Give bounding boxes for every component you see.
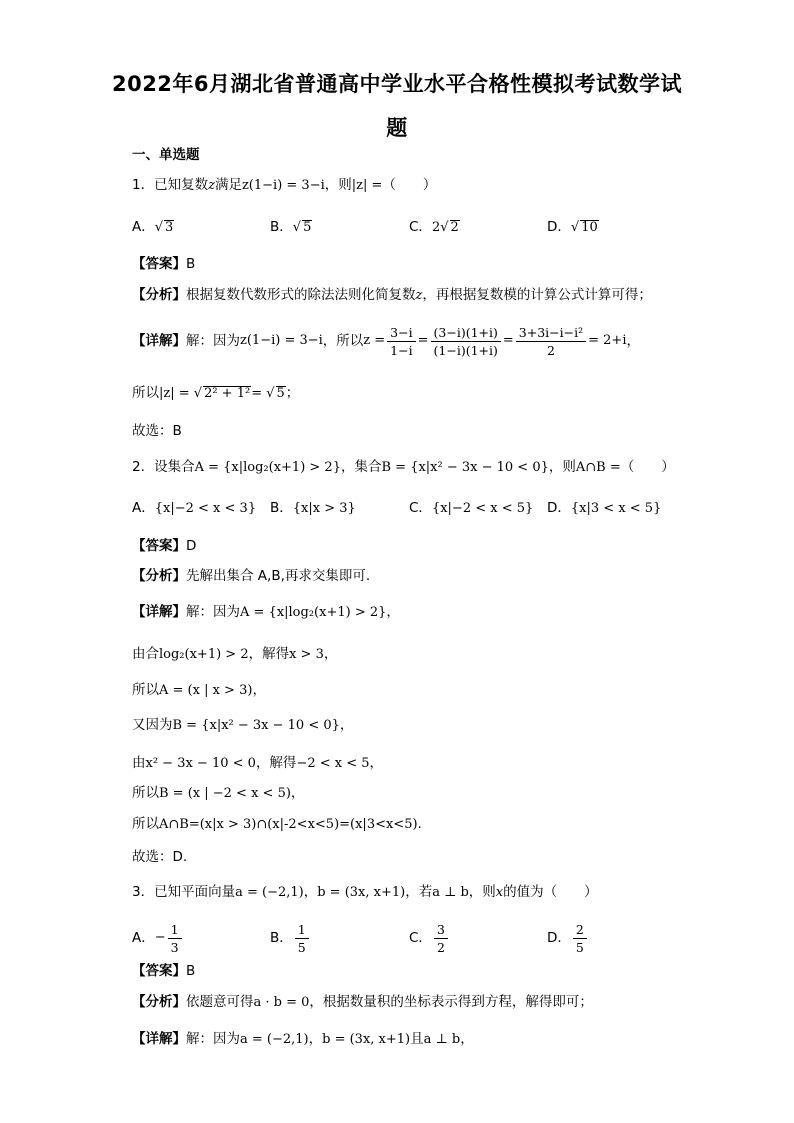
punctuation: ， [339,717,354,733]
step-text: 所以 [132,816,159,832]
detail-text: 解：因为 [186,1031,240,1047]
punctuation: ， [308,1031,323,1047]
option-sign: − [154,930,166,945]
q2-stem [132,458,675,477]
equals-sign: = [502,333,514,348]
q3-var: x [495,885,504,900]
step-math: A∩B=(x|x > 3)∩(x|-2<x<5)=(x|3<x<5) [159,817,418,832]
q3-stem-text3: ，则 [468,884,496,900]
punctuation: ， [626,333,640,349]
punctuation: ， [460,1031,474,1047]
q1-option-c [409,218,460,237]
answer-tag: 【答案】 [132,963,186,979]
fraction-denominator: 3 [170,939,179,955]
detail-text2: ，所以 [322,333,364,349]
option-label: A． [132,219,155,235]
step-text: 所以 [132,785,159,801]
option-fraction [573,922,587,955]
option-label: A． [132,500,155,516]
detail-vector-b: b = (3x, x+1) [322,1032,411,1047]
q2-stem-paren: （ ） [620,459,675,475]
fraction-denominator: 5 [575,939,584,955]
q3-answer [132,962,195,980]
q1-option-b [270,218,312,237]
q2-answer [132,537,196,555]
step-math: B = (x | −2 < x < 5) [159,786,291,801]
detail-tag: 【详解】 [132,333,186,349]
answer-tag: 【答案】 [132,256,186,272]
modulus-text: 所以 [132,385,159,401]
punctuation: ， [252,682,266,698]
q2-step-5 [132,784,304,803]
q1-stem-paren: （ ） [382,177,437,193]
q3-perpendicular: a ⊥ b [432,885,469,900]
sqrt-icon: √ [570,220,580,235]
q2-option-d [547,499,661,518]
q3-option-c [409,920,450,956]
answer-tag: 【答案】 [132,538,186,554]
q1-stem-equation: z(1−i) = 3−i [241,178,325,193]
fraction-numerator: (3−i)(1+i) [431,325,501,342]
option-label: B． [270,930,293,946]
fraction-numerator: 2 [573,922,587,939]
option-value: 3 [165,220,174,235]
q1-stem-var: z [208,178,215,193]
fraction-numerator: 1 [295,922,309,939]
option-label: C． [409,930,432,946]
detail-text: 解：因为 [186,333,240,349]
detail-result: = 2+i [588,333,627,348]
q2-set-b: B = {x|x² − 3x − 10 < 0} [381,460,549,475]
q2-option-c [409,499,533,518]
option-coef: 2 [431,220,441,235]
q2-stem-text: 2．设集合 [132,459,195,475]
step-text: 由合 [132,646,159,662]
q3-stem [132,883,598,902]
q2-option-b [270,499,356,518]
step-math: log₂(x+1) > 2 [159,647,249,662]
punctuation: . [417,816,422,832]
option-value: {x|3 < x < 5} [570,501,662,516]
option-label: D． [547,219,571,235]
q1-answer [132,255,195,273]
q2-step-2 [132,681,266,700]
step-text2: ，解得 [255,755,297,771]
q3-detail [132,1030,474,1049]
fraction-denominator: 2 [436,939,445,955]
q2-intersection: A∩B = [575,460,621,475]
q3-option-a [132,920,184,956]
punctuation: ， [290,785,305,801]
q2-detail [132,603,400,622]
analysis-tag: 【分析】 [132,287,186,303]
sqrt-icon: √ [292,220,302,235]
option-label: B． [270,219,293,235]
step-math: A = (x | x > 3) [159,683,253,698]
option-label: B． [270,500,293,516]
q1-choose: 故选：B [132,423,182,439]
sqrt-icon: √ [262,386,275,401]
modulus-abs: |z| = [159,386,190,401]
q2-step-1 [132,645,337,664]
analysis-tag: 【分析】 [132,994,186,1010]
q2-step-4 [132,754,383,773]
fraction-2 [431,325,501,358]
option-value: 10 [581,220,598,235]
q1-stem-text3: ，则 [324,177,352,193]
step-text2: ，解得 [248,646,290,662]
fraction-numerator: 3−i [387,325,415,342]
analysis-text2: ，根据数量积的坐标表示得到方程，解得即可； [309,994,593,1010]
detail-set: A = {x|log₂(x+1) > 2} [240,605,387,620]
modulus-radicand: 2² + 1² [204,386,251,401]
detail-equation: z(1−i) = 3−i [240,333,323,348]
equals-sign: = [251,386,263,401]
analysis-tag: 【分析】 [132,568,186,584]
q1-option-a [132,218,174,237]
answer-value: D [186,538,197,554]
sqrt-icon: √ [440,220,449,235]
q1-stem-text2: 满足 [214,177,242,193]
analysis-var: z [415,288,423,303]
punctuation: ， [323,646,338,662]
option-label: D． [547,500,571,516]
analysis-text: 先解出集合 A,B,再求交集即可. [186,568,371,584]
q3-stem-text2: ，若 [405,884,433,900]
q1-stem-text: 1．已知复数 [132,177,209,193]
punctuation: ； [285,385,300,401]
option-fraction [168,922,182,955]
q2-stem-text2: ，集合 [340,459,382,475]
q2-step-3 [132,716,353,735]
detail-z: z = [363,333,386,348]
sqrt-icon: √ [154,220,164,235]
option-value: {x|x > 3} [292,501,356,516]
punctuation: ， [303,884,318,900]
answer-value: B [186,256,196,272]
option-value: 5 [303,220,312,235]
answer-value: B [186,963,196,979]
q3-analysis [132,993,593,1012]
option-value: {x|−2 < x < 5} [431,501,534,516]
punctuation: ， [369,755,384,771]
doc-title-line1: 2022年6月湖北省普通高中学业水平合格性模拟考试数学试 [111,72,683,96]
detail-perpendicular: a ⊥ b [423,1032,461,1047]
q3-stem-text: 3．已知平面向量 [132,884,236,900]
fraction-denominator: (1−i)(1+i) [433,342,498,358]
step-result: −2 < x < 5 [296,756,370,771]
step-math: B = {x|x² − 3x − 10 < 0} [172,718,340,733]
detail-tag: 【详解】 [132,604,186,620]
punctuation: ， [386,604,400,620]
fraction-denominator: 2 [546,342,555,358]
option-label: C． [409,219,432,235]
detail-tag: 【详解】 [132,1031,186,1047]
option-value: 2 [450,220,459,235]
q2-option-a [132,499,256,518]
doc-title-line2: 题 [386,116,408,140]
q2-step-6 [132,815,422,834]
q1-stem-abs: |z| = [351,178,383,193]
option-label: D． [547,930,571,946]
option-label: A． [132,930,155,946]
fraction-3 [516,325,586,358]
fraction-1 [387,325,415,358]
analysis-text: 根据复数代数形式的除法法则化简复数 [186,287,416,303]
detail-vector-a: a = (−2,1) [240,1032,309,1047]
equals-sign: = [417,333,429,348]
section-heading: 一、单选题 [132,147,200,163]
fraction-numerator: 3+3i−i−i² [516,325,586,342]
option-label: C． [409,500,432,516]
q3-option-b [270,920,311,956]
q2-choose: 故选：D. [132,849,188,865]
q3-vector-b: b = (3x, x+1) [317,885,406,900]
step-text: 又因为 [132,717,173,733]
analysis-text2: ，再根据复数模的计算公式计算可得； [422,287,652,303]
q1-analysis [132,286,652,305]
step-text: 由 [132,755,146,771]
q1-detail [132,323,640,359]
fraction-numerator: 1 [168,922,182,939]
q3-stem-text4: 的值为（ ） [503,884,598,900]
fraction-denominator: 5 [297,939,306,955]
q2-set-a: A = {x|log₂(x+1) > 2} [194,460,341,475]
detail-text2: 且 [410,1031,424,1047]
step-result: x > 3 [289,647,324,662]
q3-option-d [547,920,589,956]
analysis-text: 依题意可得 [186,994,254,1010]
option-fraction [295,922,309,955]
q1-modulus [132,384,299,403]
q2-stem-text3: ，则 [548,459,576,475]
q1-stem [132,176,436,195]
step-math: x² − 3x − 10 < 0 [145,756,256,771]
q2-analysis [132,567,370,585]
step-text: 所以 [132,682,159,698]
option-fraction [434,922,448,955]
fraction-numerator: 3 [434,922,448,939]
q1-option-d [547,218,599,237]
analysis-math: a · b = 0 [253,995,310,1010]
fraction-denominator: 1−i [390,342,413,358]
q3-vector-a: a = (−2,1) [235,885,304,900]
modulus-value: 5 [276,386,285,401]
option-value: {x|−2 < x < 3} [154,501,257,516]
sqrt-icon: √ [189,386,203,401]
detail-text: 解：因为 [186,604,240,620]
